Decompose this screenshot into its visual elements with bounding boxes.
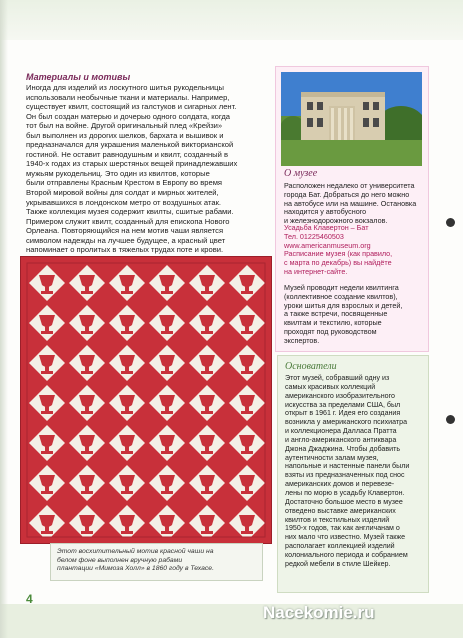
text-line: 1940-х годах из старых шерстяных вещей принадлежавших [26, 159, 238, 169]
text-line: Он был создан матерью и дочерью одного солдата, когда [26, 111, 230, 121]
text-line: (коллективное создание квилтов), [284, 291, 398, 301]
text-line: Этот музей, собравший одну из [285, 374, 390, 382]
text-line: и англо-американского антиквара [285, 435, 397, 444]
text-line: на автобусе или на машине. Остановка [284, 198, 417, 208]
text-line: искусства за пределами США, был [285, 400, 401, 409]
text-line: них мало что известно. Музей также [285, 533, 406, 542]
text-line: проходят под руководством [284, 326, 377, 336]
quilt-pattern [21, 257, 271, 543]
founders-heading: Основатели [285, 361, 337, 372]
about-museum-text [284, 182, 424, 226]
text-line: квилтам и текстилю, которые [284, 318, 382, 328]
text-line: Также коллекция музея содержит квилты, сшитые рабами. [26, 207, 234, 217]
bottom-band [0, 604, 463, 638]
text-line: символом надежды на лучшее будущее, а красный цвет [26, 235, 226, 245]
text-line: колониального периода и собранием [285, 550, 408, 559]
text-line: отведено выставке американских [285, 506, 396, 515]
site-watermark: Nacekomie.ru [263, 603, 375, 622]
text-line: редкой мебели в стиле Шейкер. [285, 559, 391, 568]
text-line: Иногда для изделий из лоскутного шитья рукодельницы [26, 83, 224, 92]
text-line: а также встречи, посвященные [284, 309, 388, 319]
museum-info-panel [275, 66, 429, 352]
text-line: и коллекционера Далласа Пратта [285, 427, 397, 436]
text-line: лены по морю в усадьбу Клавертон. [285, 488, 405, 497]
museum-building-photo [281, 72, 422, 166]
text-line: Достаточно большое место в музее [285, 497, 403, 506]
text-line: самых красивых коллекций [285, 382, 376, 391]
text-line: гостиной. Не оставит равнодушным и квилт, созданный в [26, 149, 229, 159]
schedule-line: на интернет-сайте. [284, 266, 348, 276]
text-line: аутентичности залам музея, [285, 453, 379, 462]
caption-line: белом фоне выполнен вручную рабами [57, 556, 183, 564]
text-line: напоминает о пролитых в тяжелых трудах поте и крови. [26, 245, 224, 255]
address-line: Усадьба Клавертон – Бат [284, 223, 369, 232]
founders-text [285, 374, 425, 569]
text-line: 1950-х годов, так как англичанам о [285, 524, 400, 533]
punch-hole [446, 415, 455, 424]
materials-paragraph [26, 83, 276, 255]
text-line: уроки шитья для взрослых и детей, [284, 300, 403, 310]
page-number: 4 [26, 592, 33, 606]
text-line: Орлеана. Повторяющийся на нем мотив чаши является [26, 226, 224, 236]
text-line: Музей проводит недели квилтинга [284, 283, 399, 292]
text-line: укрывавшихся в лондонском метро от воздушных атак. [26, 197, 222, 207]
text-line: открыт в 1961 г. Идея его создания [285, 409, 401, 418]
text-line: города Бат. Добраться до него можно [284, 189, 410, 199]
text-line: Второй мировой войны для солдат и мирных жителей, [26, 188, 219, 198]
text-line: существует квилт, состоящий из галстуков и сигарных лент. [26, 102, 237, 112]
text-line: Примером служит квилт, созданный для епископа Нового [26, 216, 230, 226]
about-museum-heading: О музее [284, 168, 318, 179]
text-line: взяты из предназначенных под снос [285, 471, 405, 480]
section-heading-materials: Материалы и мотивы [26, 72, 131, 82]
text-line: мужьям рукодельниц. Это один из квилтов, которые [26, 168, 210, 178]
text-line: использовали необычные ткани и материалы. Например, [26, 92, 230, 102]
quilting-weeks-text [284, 284, 424, 346]
text-line: располагает коллекцией изделий [285, 542, 395, 551]
text-line: американского изобразительного [285, 391, 395, 400]
text-line: квилтов и текстильных изделий [285, 515, 390, 524]
punch-hole [446, 218, 455, 227]
phone-line: Тел. 01225460503 [284, 231, 344, 241]
museum-contact-info [284, 224, 424, 277]
quilt-photo [20, 256, 272, 544]
text-line: и железнодорожного вокзалов. [284, 216, 388, 226]
text-line: экспертов. [284, 335, 320, 345]
schedule-line: с марта по декабрь) вы найдёте [284, 258, 392, 268]
text-line: был выполнен из дорогих шелков, бархата и вышивок и [26, 130, 224, 140]
text-line: были отправлены Красным Крестом в Европу во время [26, 178, 223, 188]
quilt-caption [50, 543, 263, 581]
text-line: Расположен недалеко от университета [284, 181, 415, 190]
text-line: находится у автобусного [284, 207, 367, 217]
caption-line: плантации «Мимоза Холл» в 1860 году в Техасе. [57, 565, 214, 573]
building-illustration [281, 72, 422, 166]
founders-box [277, 355, 429, 593]
caption-line: Этот восхитительный мотив красной чаши на [57, 548, 214, 555]
text-line: американских домов и перевезе- [285, 480, 395, 489]
schedule-line: Расписание музея (как правило, [284, 249, 393, 259]
text-line: предназначался для украшения маленькой викторианской [26, 140, 234, 150]
spine-shadow [0, 0, 8, 638]
website-link[interactable]: www.americanmuseum.org [284, 240, 371, 250]
text-line: возникла у американского психиатра [285, 418, 408, 427]
text-line: напольные и настенные панели были [285, 462, 410, 471]
text-line: тот был на войне. Другой оригинальный плед «Крейзи» [26, 121, 223, 131]
top-band [0, 0, 463, 40]
text-line: Джона Джаджина. Чтобы добавить [285, 444, 401, 453]
